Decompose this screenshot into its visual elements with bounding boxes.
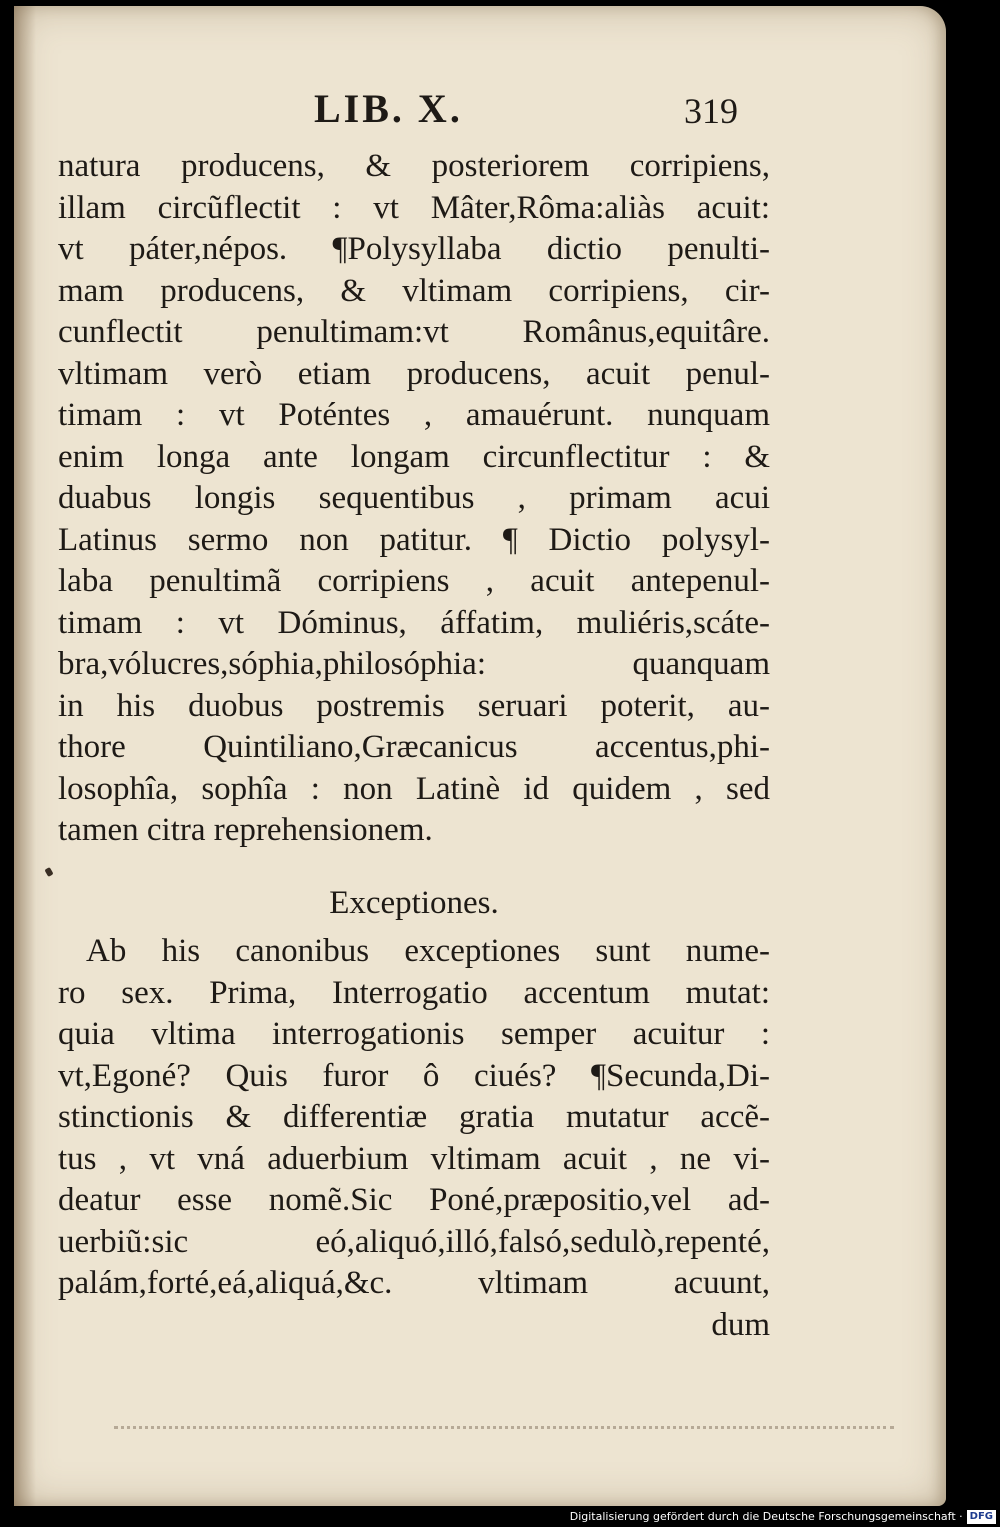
paragraph-1 bbox=[58, 146, 770, 852]
text-line: vltimam verò etiam producens, acuit penul- bbox=[58, 355, 770, 392]
text-line: vt páter,népos. ¶Polysyllaba dictio penulti- bbox=[58, 231, 770, 267]
text-line: vt,Egoné? Quis furor ô ciués? ¶Secunda,Di- bbox=[58, 1057, 770, 1094]
text-line: palám,forté,eá,aliquá,&c. vltimam acuunt, bbox=[58, 1265, 770, 1301]
text-line: timam : vt Poténtes , amauérunt. nunquam bbox=[58, 397, 770, 433]
text-line: enim longa ante longam circunflectitur : & bbox=[58, 438, 770, 475]
catchword: dum bbox=[711, 1306, 770, 1343]
running-title: LIB. X. bbox=[314, 86, 463, 131]
text-line: timam : vt Dóminus, áffatim, muliéris,scáte- bbox=[58, 604, 770, 641]
text-line: tamen citra reprehensionem. bbox=[58, 812, 433, 848]
text-line: ro sex. Prima, Interrogatio accentum mutat: bbox=[58, 974, 770, 1011]
page-number: 319 bbox=[684, 91, 738, 131]
text-line: uerbiũ:sic eó,aliquó,illó,falsó,sedulò,repenté, bbox=[58, 1223, 770, 1260]
text-line: stinctionis & differentiæ gratia mutatur accẽ- bbox=[58, 1099, 770, 1135]
text-line: deatur esse nomẽ.Sic Poné,præpositio,vel ad- bbox=[58, 1182, 770, 1218]
text-line: losophîa, sophîa : non Latinè id quidem , sed bbox=[58, 770, 770, 807]
text-line: mam producens, & vltimam corripiens, cir- bbox=[58, 272, 770, 309]
digitization-credit bbox=[520, 1508, 996, 1526]
dfg-logo: DFG bbox=[967, 1510, 996, 1524]
text-line: Latinus sermo non patitur. ¶ Dictio polysyl- bbox=[58, 521, 770, 558]
ink-speck bbox=[44, 867, 53, 877]
text-line: illam circũflectit : vt Mâter,Rôma:aliàs acuit: bbox=[58, 189, 770, 226]
page-gutter-shadow bbox=[14, 6, 36, 1506]
running-head bbox=[314, 86, 784, 132]
section-heading: Exceptiones. bbox=[329, 885, 499, 921]
text-line: duabus longis sequentibus , primam acui bbox=[58, 480, 770, 516]
text-line: Ab his canonibus exceptiones sunt nume- bbox=[86, 933, 770, 969]
ruler-dots bbox=[114, 1426, 894, 1429]
text-line: quia vltima interrogationis semper acuitur : bbox=[58, 1016, 770, 1052]
text-line: tus , vt vná aduerbium vltimam acuit , ne vi- bbox=[58, 1140, 770, 1177]
credit-text: Digitalisierung gefördert durch die Deutsche Forschungsgemeinschaft · bbox=[569, 1510, 963, 1523]
text-line: laba penultimã corripiens , acuit antepenul- bbox=[58, 563, 770, 599]
paragraph-2 bbox=[58, 931, 770, 1346]
text-line: in his duobus postremis seruari poterit, au- bbox=[58, 687, 770, 724]
text-line: cunflectit penultimam:vt Românus,equitâre. bbox=[58, 314, 770, 350]
book-page bbox=[14, 6, 946, 1506]
text-line: natura producens, & posteriorem corripiens, bbox=[58, 148, 770, 184]
text-line: bra,vólucres,sóphia,philosóphia: quanquam bbox=[58, 646, 770, 682]
text-line: thore Quintiliano,Græcanicus accentus,phi- bbox=[58, 729, 770, 765]
